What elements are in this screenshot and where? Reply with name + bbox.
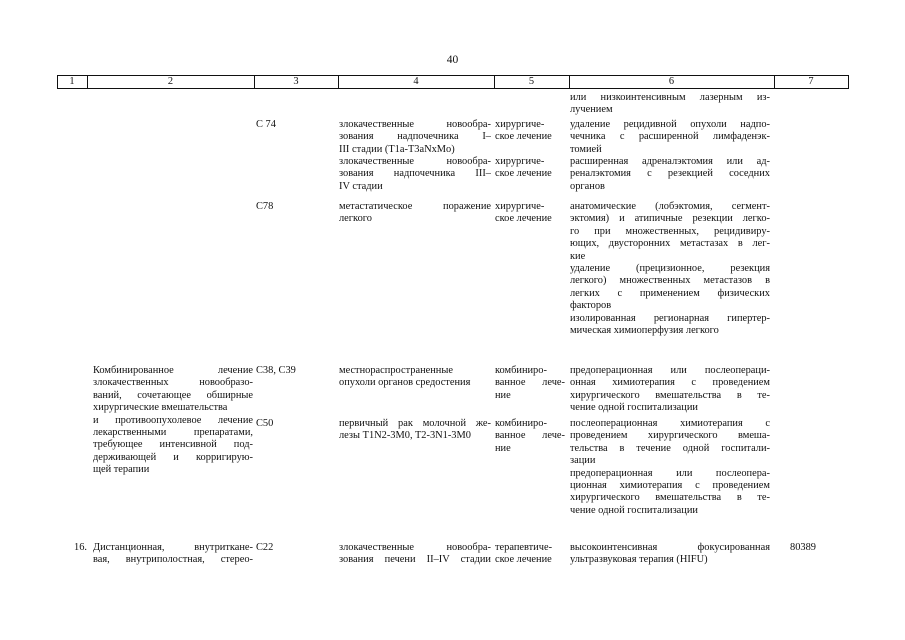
table-header bbox=[57, 75, 849, 89]
text-line: держивающей и корригирую- bbox=[93, 451, 253, 463]
text-line: комбиниро- bbox=[495, 418, 547, 429]
text-line: удаление (прецизионное, резекция bbox=[570, 262, 770, 274]
text-line: С 74 bbox=[256, 119, 276, 130]
col2-combined bbox=[93, 365, 253, 477]
text-line: злокачественные новообра- bbox=[339, 542, 491, 553]
text-line: ванное лече- bbox=[495, 430, 565, 442]
text-line: терапевтиче- bbox=[495, 542, 553, 553]
text-line: хирургиче- bbox=[495, 156, 545, 167]
col5-c74a bbox=[495, 119, 565, 144]
text-line: ультразвуковая терапия (HIFU) bbox=[570, 554, 708, 566]
text-line: легких с применением физических bbox=[570, 287, 770, 299]
header-cell-7: 7 bbox=[808, 76, 814, 87]
col1-16 bbox=[57, 542, 87, 554]
text-line: 80389 bbox=[790, 542, 816, 553]
text-line: ское лечение bbox=[495, 131, 552, 143]
text-line: послеоперационная химиотерапия с bbox=[570, 418, 770, 429]
header-bottom-rule bbox=[57, 88, 849, 89]
col6-c50 bbox=[570, 418, 770, 517]
text-line: проведением хирургического вмеша- bbox=[570, 430, 770, 442]
text-line: первичный рак молочной же- bbox=[339, 418, 491, 429]
text-line: лекарственными препаратами, bbox=[93, 426, 253, 438]
text-line: хирургического вмешательства в те- bbox=[570, 389, 770, 401]
text-line: хирургические вмешательства bbox=[93, 402, 228, 414]
text-line: лучением bbox=[570, 104, 613, 116]
text-line: органов bbox=[570, 180, 605, 192]
text-line: хирургического вмешательства в те- bbox=[570, 492, 770, 504]
text-line: кие bbox=[570, 250, 586, 262]
col6-c78 bbox=[570, 201, 770, 337]
text-line: хирургиче- bbox=[495, 201, 545, 212]
text-line: изолированная регионарная гипертер- bbox=[570, 312, 770, 324]
text-line: хирургиче- bbox=[495, 119, 545, 130]
page-number: 40 bbox=[446, 54, 459, 66]
text-line: факторов bbox=[570, 300, 612, 312]
text-line: 16. bbox=[74, 542, 87, 553]
text-line: ское лечение bbox=[495, 213, 552, 225]
col6-c74b bbox=[570, 156, 770, 193]
header-cell-3: 3 bbox=[293, 76, 299, 87]
text-line: Дистанционная, внутриткане- bbox=[93, 542, 253, 553]
text-line: IV стадии bbox=[339, 180, 383, 192]
col3-c78 bbox=[256, 201, 316, 213]
text-line: зования надпочечника III– bbox=[339, 168, 491, 180]
col4-c74b bbox=[339, 156, 491, 193]
text-line: или низкоинтенсивным лазерным из- bbox=[570, 92, 770, 103]
text-line: зования надпочечника I– bbox=[339, 131, 491, 143]
text-line: расширенная адреналэктомия или ад- bbox=[570, 156, 770, 167]
col5-c38 bbox=[495, 365, 565, 402]
text-line: Комбинированное лечение bbox=[93, 365, 253, 376]
text-line: ние bbox=[495, 389, 511, 401]
header-cell-1: 1 bbox=[69, 76, 75, 87]
text-line: зования печени II–IV стадии bbox=[339, 554, 491, 566]
header-cell-4: 4 bbox=[413, 76, 419, 87]
text-line: С38, С39 bbox=[256, 365, 296, 376]
col7-80389 bbox=[790, 542, 830, 554]
text-line: высокоинтенсивная фокусированная bbox=[570, 542, 770, 553]
header-cell-6: 6 bbox=[668, 76, 675, 87]
col5-c74b bbox=[495, 156, 565, 181]
text-line: ское лечение bbox=[495, 554, 552, 566]
col4-c74a bbox=[339, 119, 491, 156]
col5-c50 bbox=[495, 418, 565, 455]
text-line: реналэктомия с резекцией соседних bbox=[570, 168, 770, 180]
text-line: С50 bbox=[256, 418, 274, 429]
col6-cont bbox=[570, 92, 770, 117]
col5-c78 bbox=[495, 201, 565, 226]
text-line: местнораспространенные bbox=[339, 365, 453, 376]
text-line: злокачественных новообразо- bbox=[93, 377, 253, 389]
text-line: ние bbox=[495, 442, 511, 454]
header-cell-2: 2 bbox=[167, 76, 174, 87]
col6-c38 bbox=[570, 365, 770, 415]
text-line: предоперационная или послеопера- bbox=[570, 467, 770, 479]
text-line: С22 bbox=[256, 542, 274, 553]
col4-c38 bbox=[339, 365, 491, 390]
text-line: злокачественные новообра- bbox=[339, 156, 491, 167]
text-line: чечника с расширенной лимфаденэк- bbox=[570, 131, 770, 143]
col3-c50 bbox=[256, 418, 316, 430]
text-line: анатомические (лобэктомия, сегмент- bbox=[570, 201, 770, 212]
text-line: ванное лече- bbox=[495, 377, 565, 389]
col3-c38 bbox=[256, 365, 336, 377]
text-line: комбиниро- bbox=[495, 365, 547, 376]
text-line: зации bbox=[570, 455, 596, 467]
text-line: легкого bbox=[339, 213, 372, 225]
text-line: III стадии (T1a-T3aNxMo) bbox=[339, 143, 455, 155]
text-line: щей терапии bbox=[93, 464, 150, 476]
text-line: онная химиотерапия с проведением bbox=[570, 377, 770, 389]
col6-c74a bbox=[570, 119, 770, 156]
text-line: эктомия) и атипичные резекции легко- bbox=[570, 213, 770, 225]
text-line: чение одной госпитализации bbox=[570, 504, 698, 516]
text-line: ционная химиотерапия с проведением bbox=[570, 479, 770, 491]
text-line: требующее интенсивной под- bbox=[93, 439, 253, 451]
header-cell-5: 5 bbox=[528, 76, 535, 87]
text-line: С78 bbox=[256, 201, 274, 212]
text-line: ское лечение bbox=[495, 168, 552, 180]
text-line: лезы T1N2-3M0, T2-3N1-3M0 bbox=[339, 430, 471, 442]
col5-c22 bbox=[495, 542, 565, 567]
col4-c78 bbox=[339, 201, 491, 226]
text-line: метастатическое поражение bbox=[339, 201, 491, 212]
text-line: злокачественные новообра- bbox=[339, 119, 491, 130]
text-line: ющих, двусторонних метастазах в лег- bbox=[570, 238, 770, 250]
text-line: вая, внутриполостная, стерео- bbox=[93, 554, 253, 566]
text-line: ваний, сочетающее обширные bbox=[93, 389, 253, 401]
text-line: тельства в течение одной госпитали- bbox=[570, 442, 770, 454]
text-line: томией bbox=[570, 143, 602, 155]
col3-c74 bbox=[256, 119, 316, 131]
text-line: чение одной госпитализации bbox=[570, 402, 698, 414]
text-line: мическая химиоперфузия легкого bbox=[570, 324, 719, 336]
text-line: го при множественных, рецидивиру- bbox=[570, 225, 770, 237]
col6-c22 bbox=[570, 542, 770, 567]
text-line: и противоопухолевое лечение bbox=[93, 414, 253, 426]
text-line: удаление рецидивной опухоли надпо- bbox=[570, 119, 770, 130]
header-divider bbox=[848, 75, 849, 89]
text-line: легкого) множественных метастазов в bbox=[570, 275, 770, 287]
col4-c22 bbox=[339, 542, 491, 567]
col3-c22 bbox=[256, 542, 316, 554]
col2-16 bbox=[93, 542, 253, 567]
text-line: опухоли органов средостения bbox=[339, 377, 471, 389]
text-line: предоперационная или послеопераци- bbox=[570, 365, 770, 376]
col4-c50 bbox=[339, 418, 491, 443]
